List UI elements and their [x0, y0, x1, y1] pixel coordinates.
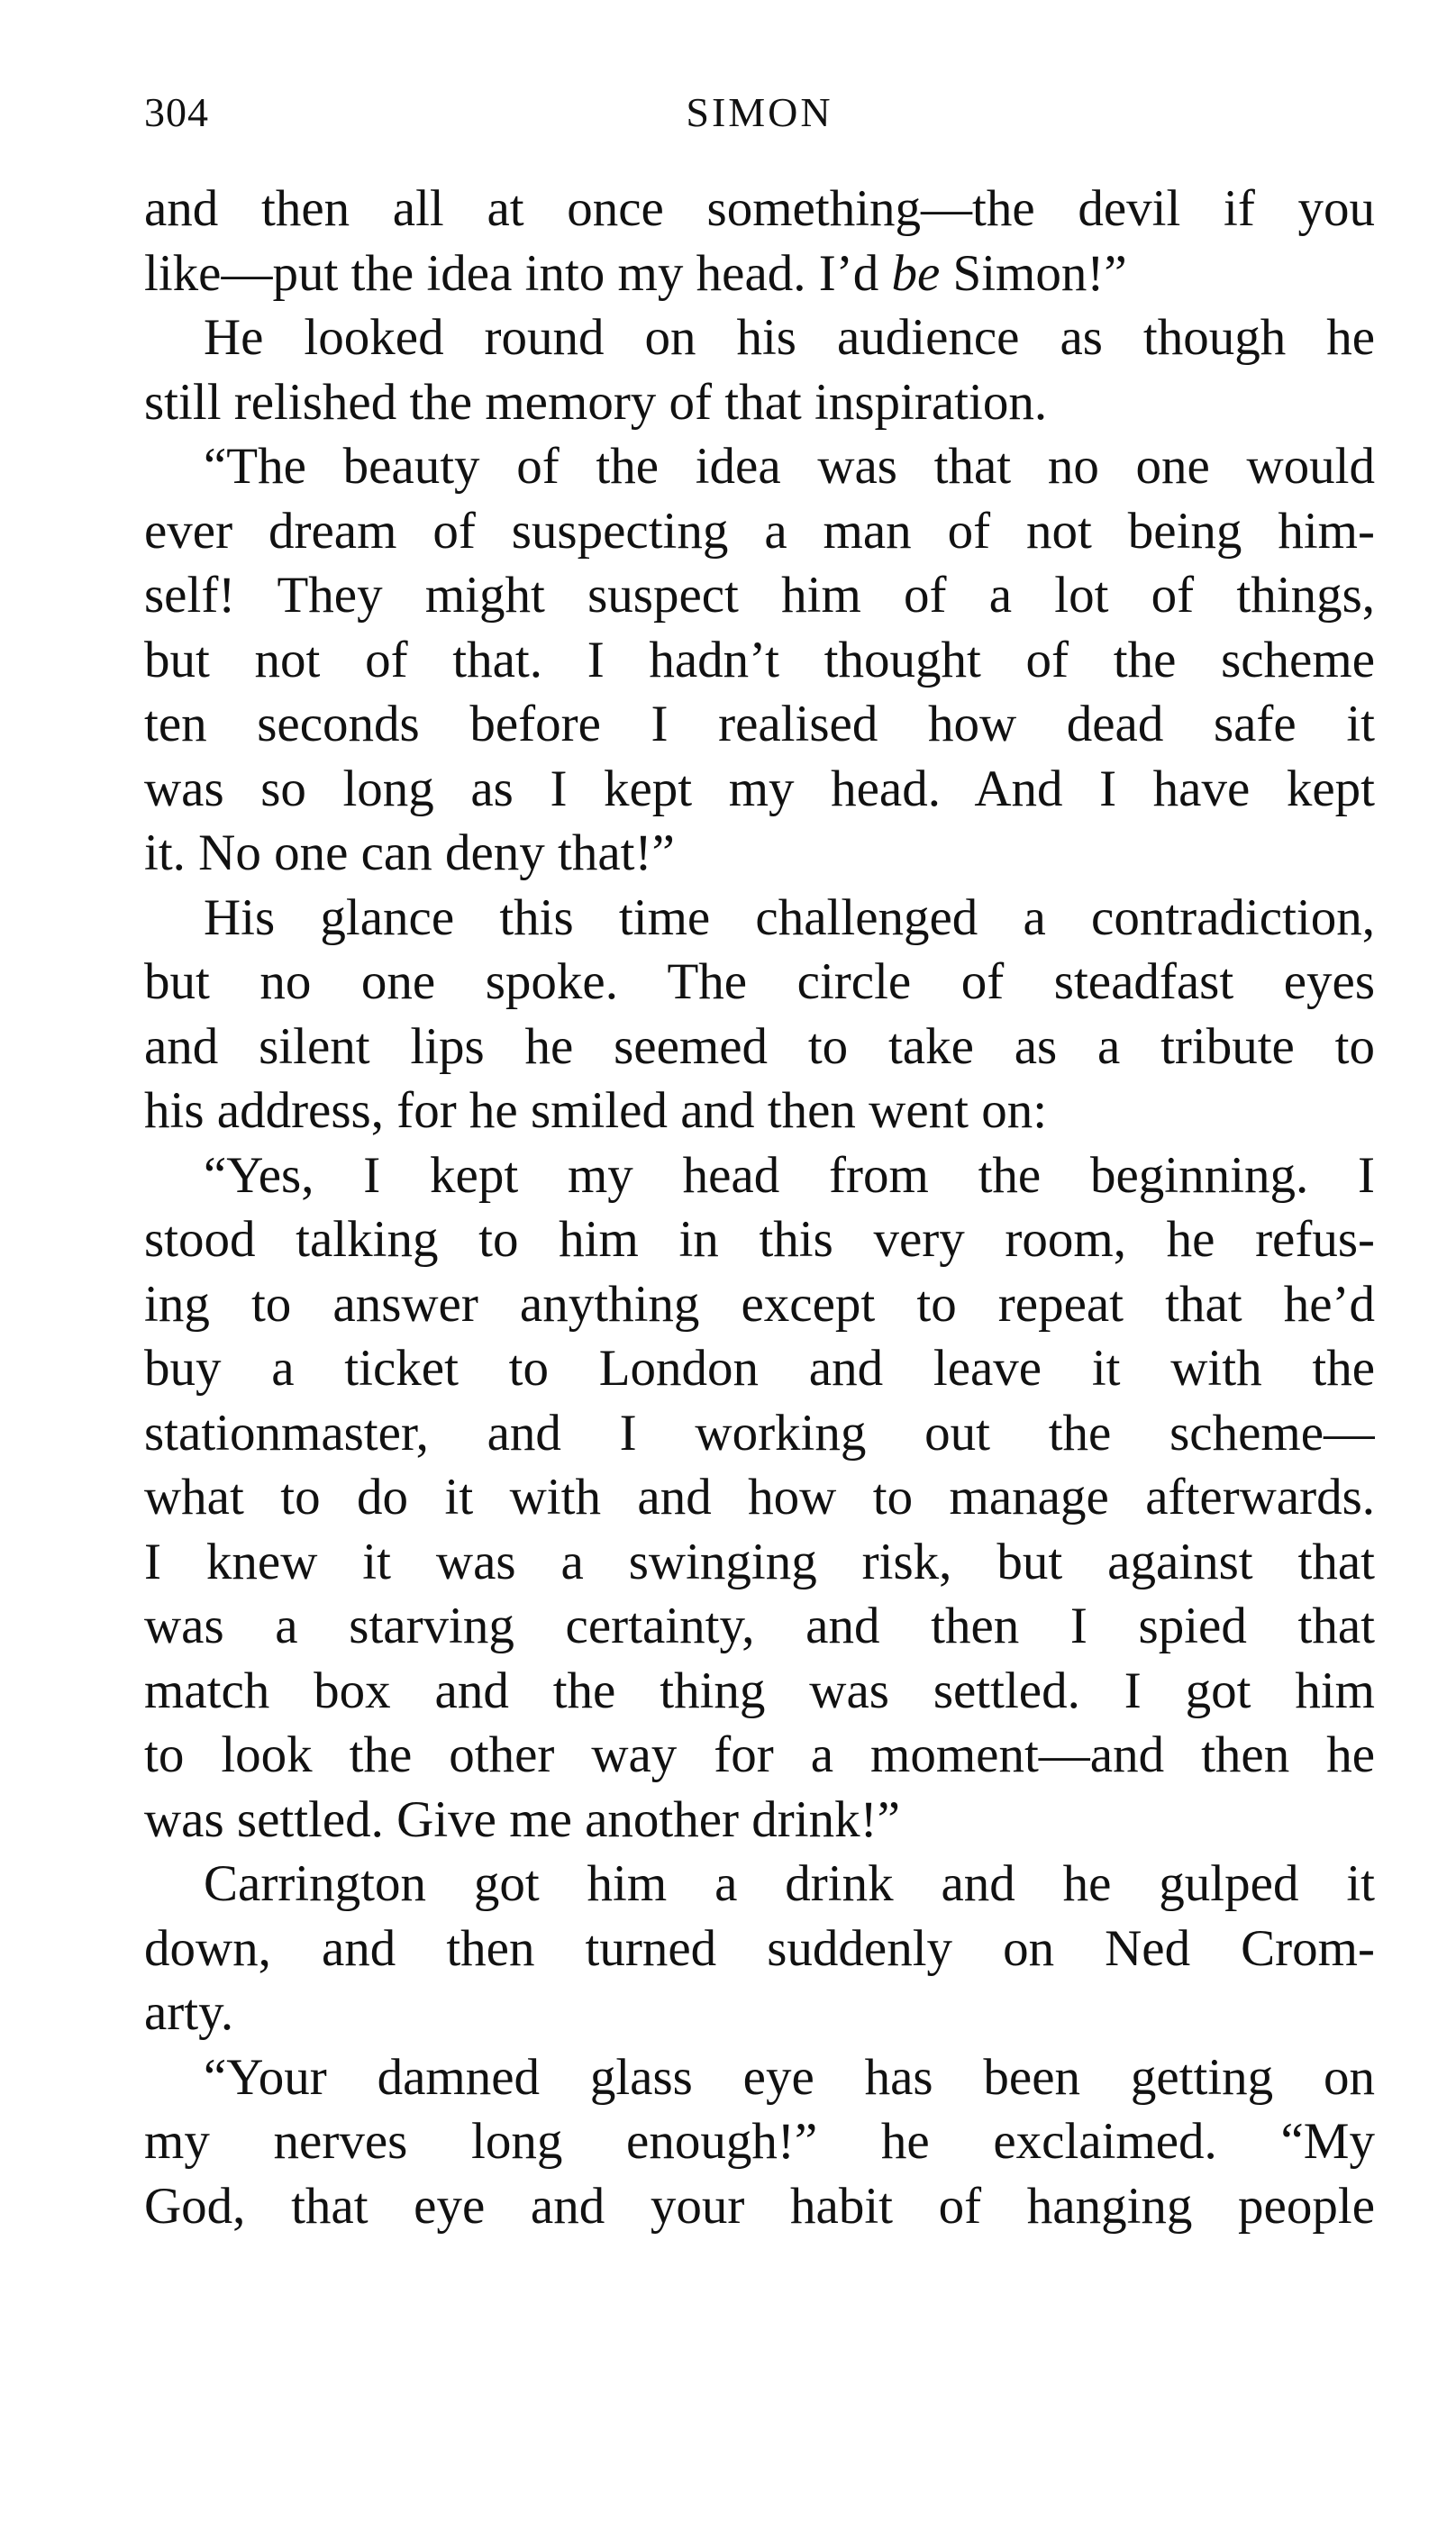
text-line: God, that eye and your habit of hanging people	[144, 2177, 1375, 2235]
body-text	[144, 177, 1375, 2238]
text-line: was so long as I kept my head. And I have kept	[144, 760, 1375, 817]
text-line: Carrington got him a drink and he gulped it	[204, 1855, 1375, 1912]
text-line: my nerves long enough!” he exclaimed. “My	[144, 2113, 1375, 2170]
text-line: I knew it was a swinging risk, but against that	[144, 1533, 1375, 1590]
text-line: buy a ticket to London and leave it with the	[144, 1340, 1375, 1397]
text-line: what to do it with and how to manage afterwards.	[144, 1469, 1375, 1526]
text-line: down, and then turned suddenly on Ned Crom-	[144, 1919, 1375, 1977]
text-line: but no one spoke. The circle of steadfast eyes	[144, 953, 1375, 1010]
text-line: and silent lips he seemed to take as a tribute to	[144, 1017, 1375, 1075]
text-line: and then all at once something—the devil if you	[144, 180, 1375, 237]
text-line: His glance this time challenged a contradiction,	[204, 888, 1375, 946]
running-head	[144, 88, 1375, 151]
text-line: “Yes, I kept my head from the beginning. I	[204, 1146, 1375, 1204]
running-title: SIMON	[686, 89, 833, 135]
text-line: to look the other way for a moment—and then he	[144, 1726, 1375, 1783]
text-line: He looked round on his audience as though he	[204, 309, 1375, 366]
italic-word: be	[891, 244, 941, 302]
text-line: his address, for he smiled and then went on:	[144, 1082, 1048, 1139]
text-line: was a starving certainty, and then I spied that	[144, 1598, 1375, 1654]
text-line: self! They might suspect him of a lot of things,	[144, 567, 1375, 624]
text-line	[144, 241, 1375, 306]
text-span: Simon!”	[940, 244, 1127, 302]
text-line: “Your damned glass eye has been getting on	[204, 2048, 1375, 2106]
text-line: but not of that. I hadn’t thought of the scheme	[144, 631, 1375, 688]
text-line: ing to answer anything except to repeat that he’d	[144, 1275, 1375, 1333]
text-line: was settled. Give me another drink!”	[144, 1790, 900, 1848]
text-line: stood talking to him in this very room, he refus-	[144, 1211, 1375, 1268]
text-line: ten seconds before I realised how dead safe it	[144, 696, 1375, 752]
text-line: it. No one can deny that!”	[144, 824, 675, 881]
page-number: 304	[144, 89, 209, 135]
text-line: stationmaster, and I working out the scheme—	[144, 1404, 1375, 1462]
text-line: “The beauty of the idea was that no one would	[204, 438, 1375, 495]
text-line: still relished the memory of that inspiration.	[144, 373, 1048, 431]
text-line: arty.	[144, 1984, 234, 2041]
text-line: ever dream of suspecting a man of not being him-	[144, 502, 1375, 560]
text-span: like—put the idea into my head. I’d	[144, 244, 892, 302]
text-line: match box and the thing was settled. I got him	[144, 1662, 1375, 1719]
